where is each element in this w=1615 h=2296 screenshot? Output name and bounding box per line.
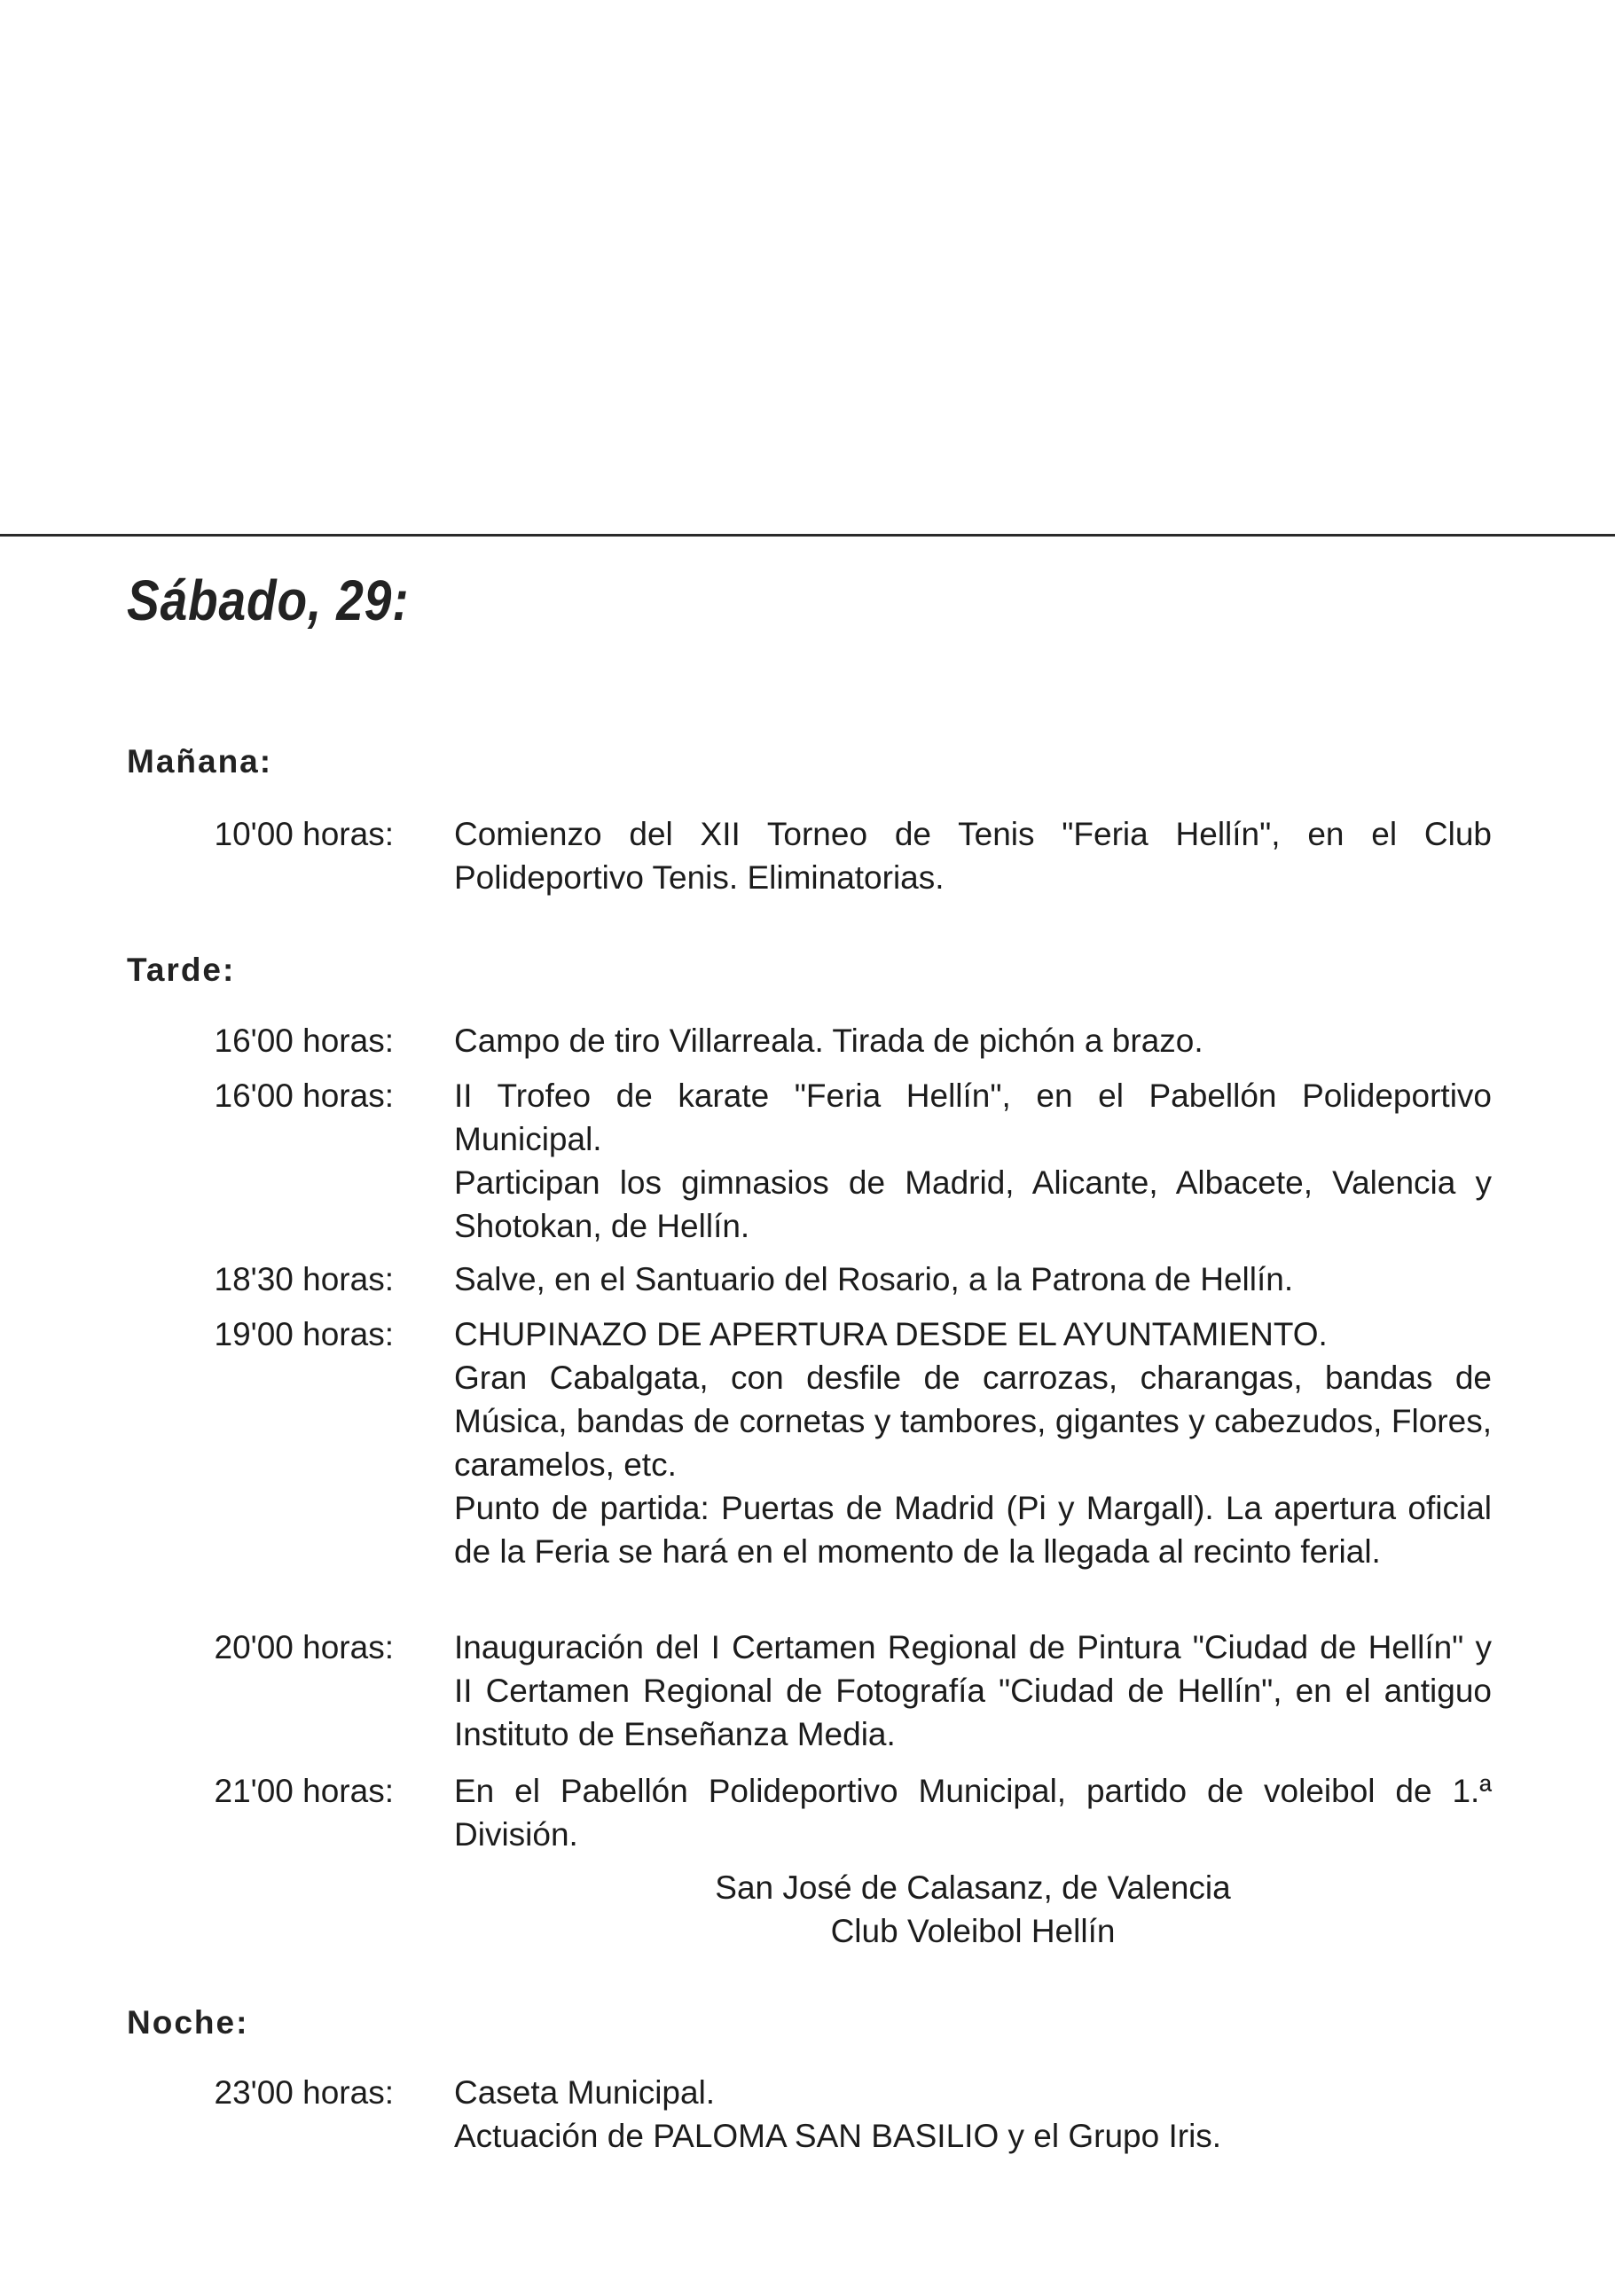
section-heading-tarde: Tarde: xyxy=(127,952,236,988)
event-time: 20'00 horas: xyxy=(214,1629,394,1665)
event-time: 10'00 horas: xyxy=(214,816,394,852)
event-text: II Trofeo de karate "Feria Hellín", en el Pabellón Polideportivo Municipal. xyxy=(454,1077,1492,1157)
event-text: Inauguración del I Certamen Regional de Pintura "Ciudad de Hellín" y II Certamen Regional de Fotografía "Ciudad de Hellín", en el antiguo Instituto de Enseñanza Media. xyxy=(454,1629,1492,1752)
event-description xyxy=(454,1769,1492,1856)
event-description xyxy=(454,1074,1492,1248)
event-time: 18'30 horas: xyxy=(214,1261,394,1297)
event-time: 16'00 horas: xyxy=(214,1077,394,1114)
event-text: Actuación de PALOMA SAN BASILIO y el Grupo Iris. xyxy=(454,2118,1222,2154)
event-text: Salve, en el Santuario del Rosario, a la Patrona de Hellín. xyxy=(454,1261,1294,1297)
event-description xyxy=(454,2071,1492,2158)
event-text: Campo de tiro Villarreala. Tirada de pichón a brazo. xyxy=(454,1023,1203,1059)
event-text: Punto de partida: Puertas de Madrid (Pi y Margall). La apertura oficial de la Feria se hará en el momento de la llegada al recinto ferial. xyxy=(454,1490,1492,1570)
section-heading-manana: Mañana: xyxy=(127,743,273,780)
event-text: Participan los gimnasios de Madrid, Alicante, Albacete, Valencia y Shotokan, de Hellín. xyxy=(454,1164,1492,1244)
event-text: CHUPINAZO DE APERTURA DESDE EL AYUNTAMIENTO. xyxy=(454,1316,1328,1352)
team-name: Club Voleibol Hellín xyxy=(830,1913,1116,1949)
event-description xyxy=(454,1258,1492,1301)
event-time: 23'00 horas: xyxy=(214,2074,394,2111)
event-description xyxy=(454,1626,1492,1756)
event-time: 19'00 horas: xyxy=(214,1316,394,1352)
section-heading-noche: Noche: xyxy=(127,2004,249,2041)
top-divider-rule xyxy=(0,534,1615,537)
event-description xyxy=(454,812,1492,899)
event-time: 21'00 horas: xyxy=(214,1773,394,1809)
day-title: Sábado, 29: xyxy=(127,568,410,632)
event-time: 16'00 horas: xyxy=(214,1023,394,1059)
team-name: San José de Calasanz, de Valencia xyxy=(715,1869,1231,1906)
event-text: En el Pabellón Polideportivo Municipal, partido de voleibol de 1.ª División. xyxy=(454,1773,1492,1853)
event-description xyxy=(454,1313,1492,1573)
event-text: Comienzo del XII Torneo de Tenis "Feria Hellín", en el Club Polideportivo Tenis. Eliminatorias. xyxy=(454,816,1492,896)
event-description xyxy=(454,1019,1492,1062)
event-text: Gran Cabalgata, con desfile de carrozas, charangas, bandas de Música, bandas de cornetas y tambores, gigantes y cabezudos, Flores, caramelos, etc. xyxy=(454,1360,1492,1483)
event-text: Caseta Municipal. xyxy=(454,2074,716,2111)
